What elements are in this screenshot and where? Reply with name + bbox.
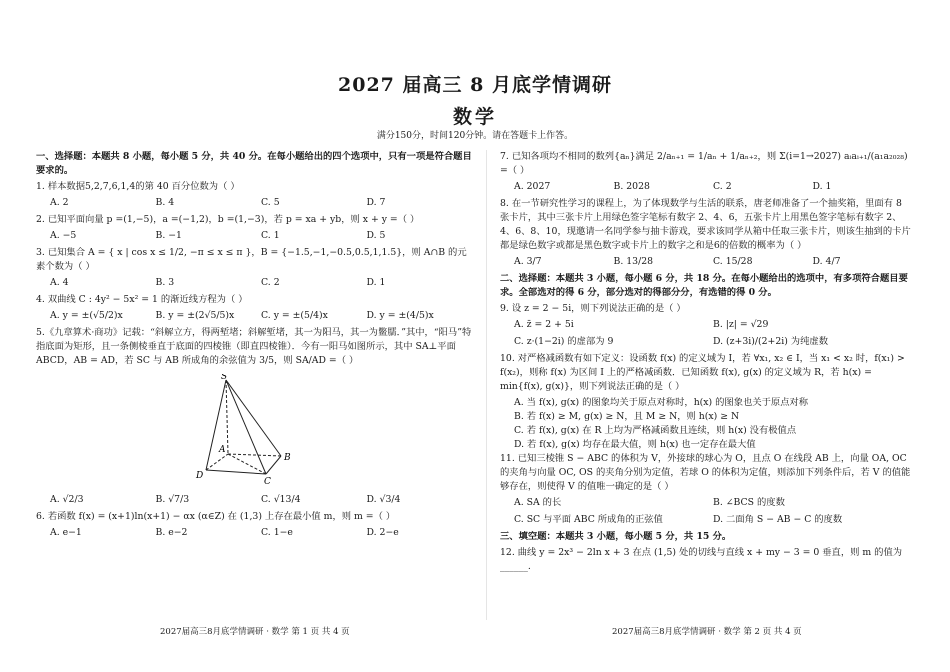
question-11: 11. 已知三棱锥 S − ABC 的体积为 V，外接球的球心为 O，且点 O 在线段 AB 上，向量 OA, OC 的夹角与向量 OC, OS 的夹角分别为定值，若球 O 的体积为定值，则添加下列条件后，若 V 的值能够存在，则使得 V 的值唯一确定的是（ ） <box>500 453 911 492</box>
vertex-label-s: S <box>221 374 228 382</box>
option: A. 当 f(x), g(x) 的图象均关于原点对称时，h(x) 的图象也关于原点对称 <box>514 397 809 408</box>
option: C. 2 <box>713 181 732 192</box>
option: D. 5 <box>366 230 386 241</box>
option: D. (z+3i)/(2+2i) 为纯虚数 <box>713 336 828 347</box>
question-1-options <box>50 196 472 210</box>
question-6: 6. 若函数 f(x) = (x+1)ln(x+1) − αx (α∈Z) 在 (1,3) 上存在最小值 m，则 m =（ ） <box>36 511 396 522</box>
option: B. 若 f(x) ≥ M, g(x) ≥ N，且 M ≥ N，则 h(x) ≥ N <box>514 411 740 422</box>
question-3: 3. 已知集合 A = { x | cos x ≤ 1/2, −π ≤ x ≤ π }，B = {−1.5,−1,−0.5,0.5,1,1.5}，则 A∩B 的元素个数为（ ） <box>36 247 467 272</box>
option: C. √13/4 <box>261 494 301 505</box>
vertex-label-a: A <box>219 445 226 455</box>
exam-info: 满分150分，时间120分钟。请在答题卡上作答。 <box>376 131 574 141</box>
option: D. √3/4 <box>366 494 401 505</box>
question-10: 10. 对严格减函数有如下定义：设函数 f(x) 的定义域为 I，若 ∀x₁, x₂ ∈ I，当 x₁ < x₂ 时，f(x₁) > f(x₂)，则称 f(x) 为区间 I 上的严格减函数．已知函数 f(x), g(x) 的定义域为 R，若 h(x) = min{f(x), g(x)}，则下列说法正确的是（ ） <box>500 353 905 392</box>
option: A. SA 的长 <box>514 497 562 508</box>
option: A. √2/3 <box>50 494 84 505</box>
option: B. ∠BCS 的度数 <box>713 497 785 508</box>
section1-heading: 一、选择题：本题共 8 小题，每小题 5 分，共 40 分。在每小题给出的四个选项中，只有一项是符合题目要求的。 <box>36 151 472 176</box>
option: A. 3/7 <box>514 256 542 267</box>
option: A. z̄ = 2 + 5i <box>514 319 574 330</box>
option: C. 5 <box>261 197 280 208</box>
vertex-label-b: B <box>284 453 291 463</box>
question-9-options-ab <box>514 318 912 332</box>
option: A. e−1 <box>50 527 82 538</box>
section2-heading: 二、选择题：本题共 3 小题，每小题 6 分，共 18 分。在每小题给出的选项中，有多项符合题目要求。全部选对的得 6 分，部分选对的得部分分，有选错的得 0 分。 <box>500 273 908 298</box>
right-column <box>500 150 912 576</box>
option: B. e−2 <box>155 527 188 538</box>
question-9-options-cd <box>514 335 912 349</box>
vertex-label-c: C <box>264 477 271 486</box>
page-subject: 数学 <box>452 106 497 128</box>
option: A. −5 <box>50 230 77 241</box>
option: C. 15/28 <box>713 256 753 267</box>
option: C. y = ±(5/4)x <box>261 310 328 321</box>
option: A. 2 <box>50 197 69 208</box>
question-8-options <box>514 255 912 269</box>
option: B. y = ±(2√5/5)x <box>155 310 235 321</box>
option: D. 若 f(x), g(x) 均存在最大值，则 h(x) 也一定存在最大值 <box>514 439 756 450</box>
option: B. √7/3 <box>155 494 190 505</box>
question-8: 8. 在一节研究性学习的课程上，为了体现数学与生活的联系，唐老师准备了一个抽奖箱，里面有 8 张卡片，其中三张卡片上用绿色签字笔标有数字 2、4、6，五张卡片上用黑色签字笔标有数字 2、4、6、8、10，现邀请一名同学参与抽卡游戏，要求该同学从箱中任取三张卡片，则该生抽到的卡片都是绿色数字或都是黑色数字或卡片上的数字之和是6的倍数的概率为（ ） <box>500 198 911 251</box>
question-11-options-cd <box>514 513 912 527</box>
option: B. 13/28 <box>613 256 654 267</box>
question-12: 12. 曲线 y = 2x³ − 2ln x + 3 在点 (1,5) 处的切线与直线 x + my − 3 = 0 垂直，则 m 的值为 ______. <box>500 547 903 572</box>
question-10-options <box>500 396 912 452</box>
option: C. 1−e <box>261 527 293 538</box>
option: C. z·(1−2i) 的虚部为 9 <box>514 336 614 347</box>
option: B. |z| = √29 <box>713 319 769 330</box>
question-4-options <box>50 309 472 323</box>
option: D. 1 <box>812 181 832 192</box>
question-1: 1. 样本数据5,2,7,6,1,4的第 40 百分位数为（ ） <box>36 181 240 192</box>
option: D. 1 <box>366 277 386 288</box>
option: D. y = ±(4/5)x <box>366 310 434 321</box>
footer-right: 2027届高三8月底学情调研 · 数学 第 2 页 共 4 页 <box>612 627 802 637</box>
option: A. 4 <box>50 277 69 288</box>
option: B. 4 <box>155 197 175 208</box>
question-9: 9. 设 z = 2 − 5i，则下列说法正确的是（ ） <box>500 303 686 314</box>
question-5: 5.《九章算术·商功》记载：“斜解立方，得两堑堵；斜解堑堵，其一为阳马，其一为鳖臑．”其中，“阳马”特指底面为矩形，且一条侧棱垂直于底面的四棱锥（即直四棱锥）．今有一阳马如图所示，其中 SA⊥平面 ABCD，AB = AD，若 SC 与 AB 所成角的余弦值为 3/5，则 SA/AD =（ ） <box>36 327 472 366</box>
left-column <box>36 150 472 543</box>
option: D. 7 <box>366 197 386 208</box>
question-11-options-ab <box>514 496 912 510</box>
option: A. 2027 <box>514 181 551 192</box>
question-2: 2. 已知平面向量 p =(1,−5)，a =(−1,2)，b =(1,−3)，若 p = xa + yb，则 x + y =（ ） <box>36 214 420 225</box>
question-3-options <box>50 276 472 290</box>
question-7: 7. 已知各项均不相同的数列{aₙ}满足 2/aₙ₊₁ = 1/aₙ + 1/aₙ₊₂，则 Σ(i=1→2027) aᵢaᵢ₊₁/(a₁a₂₀₂₈) =（ ） <box>500 151 908 176</box>
question-7-options <box>514 180 912 194</box>
page-divider <box>486 150 487 620</box>
question-5-options <box>50 493 472 507</box>
option: A. y = ±(√5/2)x <box>50 310 123 321</box>
option: C. 2 <box>261 277 280 288</box>
vertex-label-d: D <box>196 471 204 481</box>
question-4: 4. 双曲线 C : 4y² − 5x² = 1 的渐近线方程为（ ） <box>36 294 248 305</box>
option: B. 2028 <box>613 181 650 192</box>
footer-left: 2027届高三8月底学情调研 · 数学 第 1 页 共 4 页 <box>160 627 350 637</box>
option: C. 若 f(x), g(x) 在 R 上均为严格减函数且连续，则 h(x) 没有极值点 <box>514 425 797 436</box>
option: C. SC 与平面 ABC 所成角的正弦值 <box>514 514 663 525</box>
pyramid-figure <box>186 374 336 486</box>
option: B. 3 <box>155 277 175 288</box>
option: D. 2−e <box>366 527 399 538</box>
question-2-options <box>50 229 472 243</box>
page-title: 2027 届高三 8 月底学情调研 <box>338 74 612 96</box>
option: D. 4/7 <box>812 256 841 267</box>
option: B. −1 <box>155 230 182 241</box>
option: C. 1 <box>261 230 280 241</box>
option: D. 二面角 S − AB − C 的度数 <box>713 514 843 525</box>
question-6-options <box>50 526 472 540</box>
section3-heading: 三、填空题：本题共 3 小题，每小题 5 分，共 15 分。 <box>500 531 732 542</box>
